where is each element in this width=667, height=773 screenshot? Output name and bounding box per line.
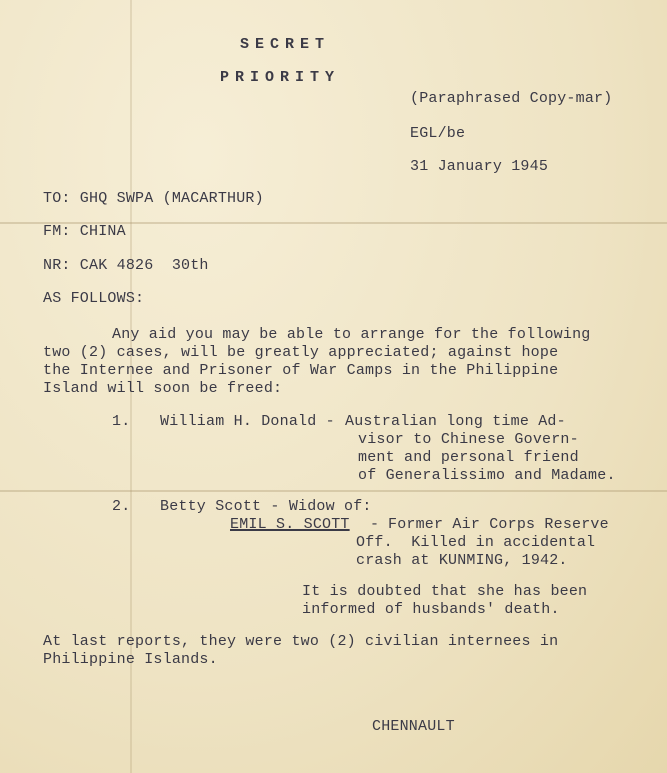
reference-code: EGL/be [410,125,466,142]
item-name: William H. Donald - [160,413,335,430]
item-name: Betty Scott - Widow of: [160,498,372,515]
item-description-line: ment and personal friend [358,449,579,466]
signature: CHENNAULT [372,718,455,735]
item-description-line: Australian long time Ad- [345,413,566,430]
classification-secret: SECRET [240,36,331,53]
as-follows: AS FOLLOWS: [43,290,145,307]
fold-line [0,490,667,492]
item-description-line: Former Air Corps Reserve [388,516,609,533]
item-description-line: crash at KUNMING, 1942. [356,552,568,569]
paragraph-line: Any aid you may be able to arrange for the following [112,326,591,343]
item-description-line: Off. Killed in accidental [356,534,596,551]
paragraph-line: Island will soon be freed: [43,380,283,397]
item-number: 2. [112,498,131,515]
husband-name: EMIL S. SCOTT [230,516,350,533]
closing-line: Philippine Islands. [43,651,218,668]
note-line: It is doubted that she has been [302,583,588,600]
from-line: FM: CHINA [43,223,126,240]
paragraph-line: the Internee and Prisoner of War Camps in the Philippine [43,362,559,379]
note-line: informed of husbands' death. [302,601,560,618]
number-line: NR: CAK 4826 30th [43,257,209,274]
to-line: TO: GHQ SWPA (MACARTHUR) [43,190,264,207]
item-number: 1. [112,413,131,430]
paragraph-line: two (2) cases, will be greatly appreciated; against hope [43,344,559,361]
paraphrased-note: (Paraphrased Copy-mar) [410,90,613,107]
document-date: 31 January 1945 [410,158,549,175]
item-description-line: visor to Chinese Govern- [358,431,579,448]
item-description-line: of Generalissimo and Madame. [358,467,616,484]
closing-line: At last reports, they were two (2) civilian internees in [43,633,559,650]
dash: - [370,516,380,533]
classification-priority: PRIORITY [220,69,341,86]
